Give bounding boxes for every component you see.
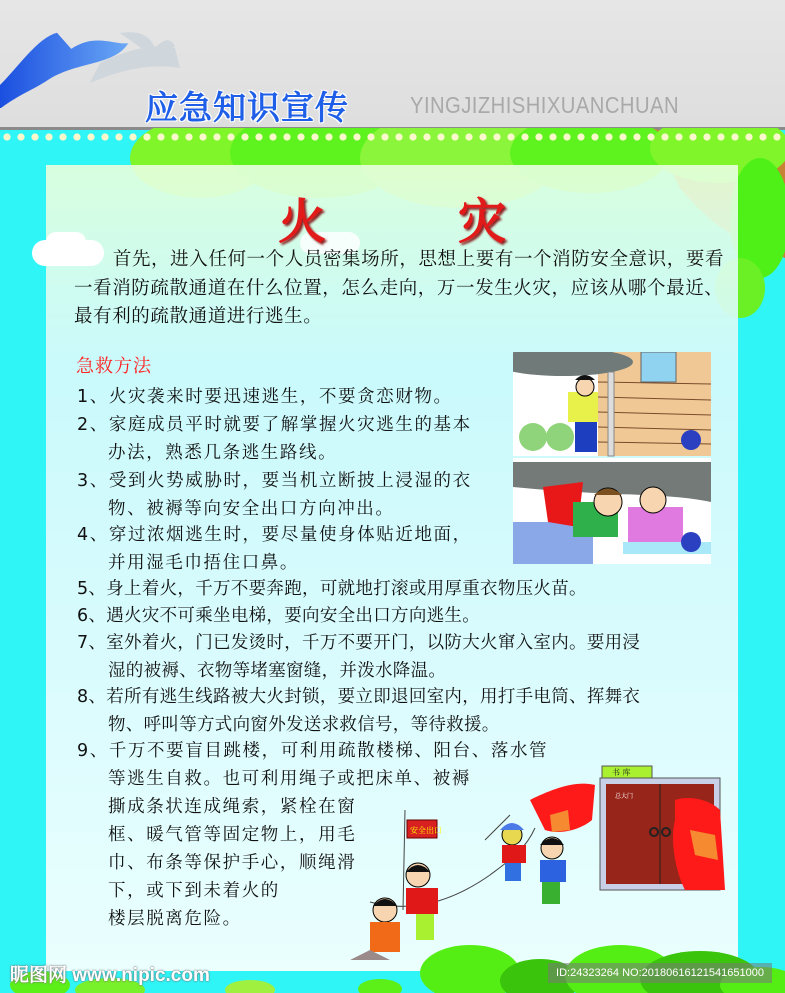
running-kid-blue bbox=[540, 837, 566, 904]
item-number: 1、 bbox=[77, 387, 109, 407]
item-text-cont: 框、暖气管等固定物上，用毛 bbox=[108, 825, 357, 845]
exit-sign-text: 安全出口 bbox=[410, 826, 442, 835]
running-kid-red bbox=[406, 863, 438, 940]
item-number: 7、 bbox=[77, 633, 107, 653]
header-title: 应急知识宣传 bbox=[145, 88, 349, 127]
list-item-5 bbox=[77, 575, 587, 603]
item-text-cont: 撕成条状连成绳索，紧栓在窗 bbox=[108, 797, 357, 817]
fire-escape-running-illustration bbox=[340, 750, 735, 965]
section-title-first-aid: 急救方法 bbox=[76, 356, 152, 377]
item-number: 6、 bbox=[77, 606, 107, 626]
item-text-cont: 物、被褥等向安全出口方向冲出。 bbox=[108, 499, 395, 519]
item-text-cont: 并用湿毛巾捂住口鼻。 bbox=[108, 553, 299, 573]
header-banner bbox=[0, 0, 785, 130]
item-text-cont: 等逃生自救。也可利用绳子或把床单、被褥 bbox=[108, 769, 471, 789]
item-text: 若所有逃生线路被大火封锁，要立即退回室内，用打手电筒、挥舞衣 bbox=[106, 687, 641, 707]
item-text-cont: 楼层脱离危险。 bbox=[108, 909, 242, 929]
item-text-cont: 物、呼叫等方式向窗外发送求救信号，等待救援。 bbox=[108, 715, 500, 735]
intro-paragraph: 首先，进入任何一个人员密集场所，思想上要有一个消防安全意识，要看一看消防疏散通道在什么位置，怎么走向，万一发生火灾，应该从哪个最近、最有利的疏散通道进行逃生。 bbox=[74, 249, 725, 327]
item-number: 5、 bbox=[77, 579, 107, 599]
list-item-3 bbox=[77, 467, 472, 523]
item-text: 家庭成员平时就要了解掌握火灾逃生的基本 bbox=[108, 415, 472, 435]
running-kid-cap bbox=[500, 823, 526, 881]
item-text-cont: 办法，熟悉几条逃生路线。 bbox=[108, 443, 338, 463]
list-item-7 bbox=[77, 629, 640, 685]
list-item-6 bbox=[77, 602, 480, 630]
list-item-2 bbox=[77, 411, 472, 467]
item-number: 9、 bbox=[77, 741, 109, 761]
item-number: 2、 bbox=[77, 415, 109, 435]
watermark-right: ID:24323264 NO:20180616121541651000 bbox=[548, 963, 772, 983]
item-number: 3、 bbox=[77, 471, 109, 491]
item-text: 身上着火，千万不要奔跑，可就地打滚或用厚重衣物压火苗。 bbox=[106, 579, 587, 599]
list-item-1 bbox=[77, 383, 453, 411]
watermark-left: 昵图网 www.nipic.com bbox=[10, 965, 210, 986]
list-item-8 bbox=[77, 683, 640, 739]
door-sign-text: 书 库 bbox=[612, 768, 631, 777]
item-text: 穿过浓烟逃生时，要尽量使身体贴近地面， bbox=[108, 525, 472, 545]
item-text: 遇火灾不可乘坐电梯，要向安全出口方向逃生。 bbox=[106, 606, 481, 626]
list-item-4 bbox=[77, 521, 472, 577]
item-text-cont: 巾、布条等保护手心，顺绳滑 bbox=[108, 853, 357, 873]
door-label-text: 总大门 bbox=[615, 793, 634, 800]
item-text-cont: 湿的被褥、衣物等堵塞窗缝，并泼水降温。 bbox=[108, 661, 447, 681]
page-title-char-2: 灾 bbox=[458, 194, 507, 250]
escape-cartoon-illustration bbox=[513, 352, 711, 564]
page-title-char-1: 火 bbox=[278, 194, 327, 250]
item-text-cont: 下，或下到未着火的 bbox=[108, 881, 280, 901]
item-text: 火灾袭来时要迅速逃生，不要贪恋财物。 bbox=[108, 387, 453, 407]
item-text: 千万不要盲目跳楼，可利用疏散楼梯、阳台、落水管 bbox=[108, 741, 549, 761]
header-subtitle-pinyin: YINGJIZHISHIXUANCHUAN bbox=[410, 92, 680, 118]
item-text: 受到火势威胁时，要当机立断披上浸湿的衣 bbox=[108, 471, 472, 491]
item-number: 4、 bbox=[77, 525, 109, 545]
dotted-border-strip bbox=[0, 130, 785, 144]
item-text: 室外着火，门已发烫时，千万不要开门，以防大火窜入室内。要用浸 bbox=[106, 633, 641, 653]
item-number: 8、 bbox=[77, 687, 107, 707]
